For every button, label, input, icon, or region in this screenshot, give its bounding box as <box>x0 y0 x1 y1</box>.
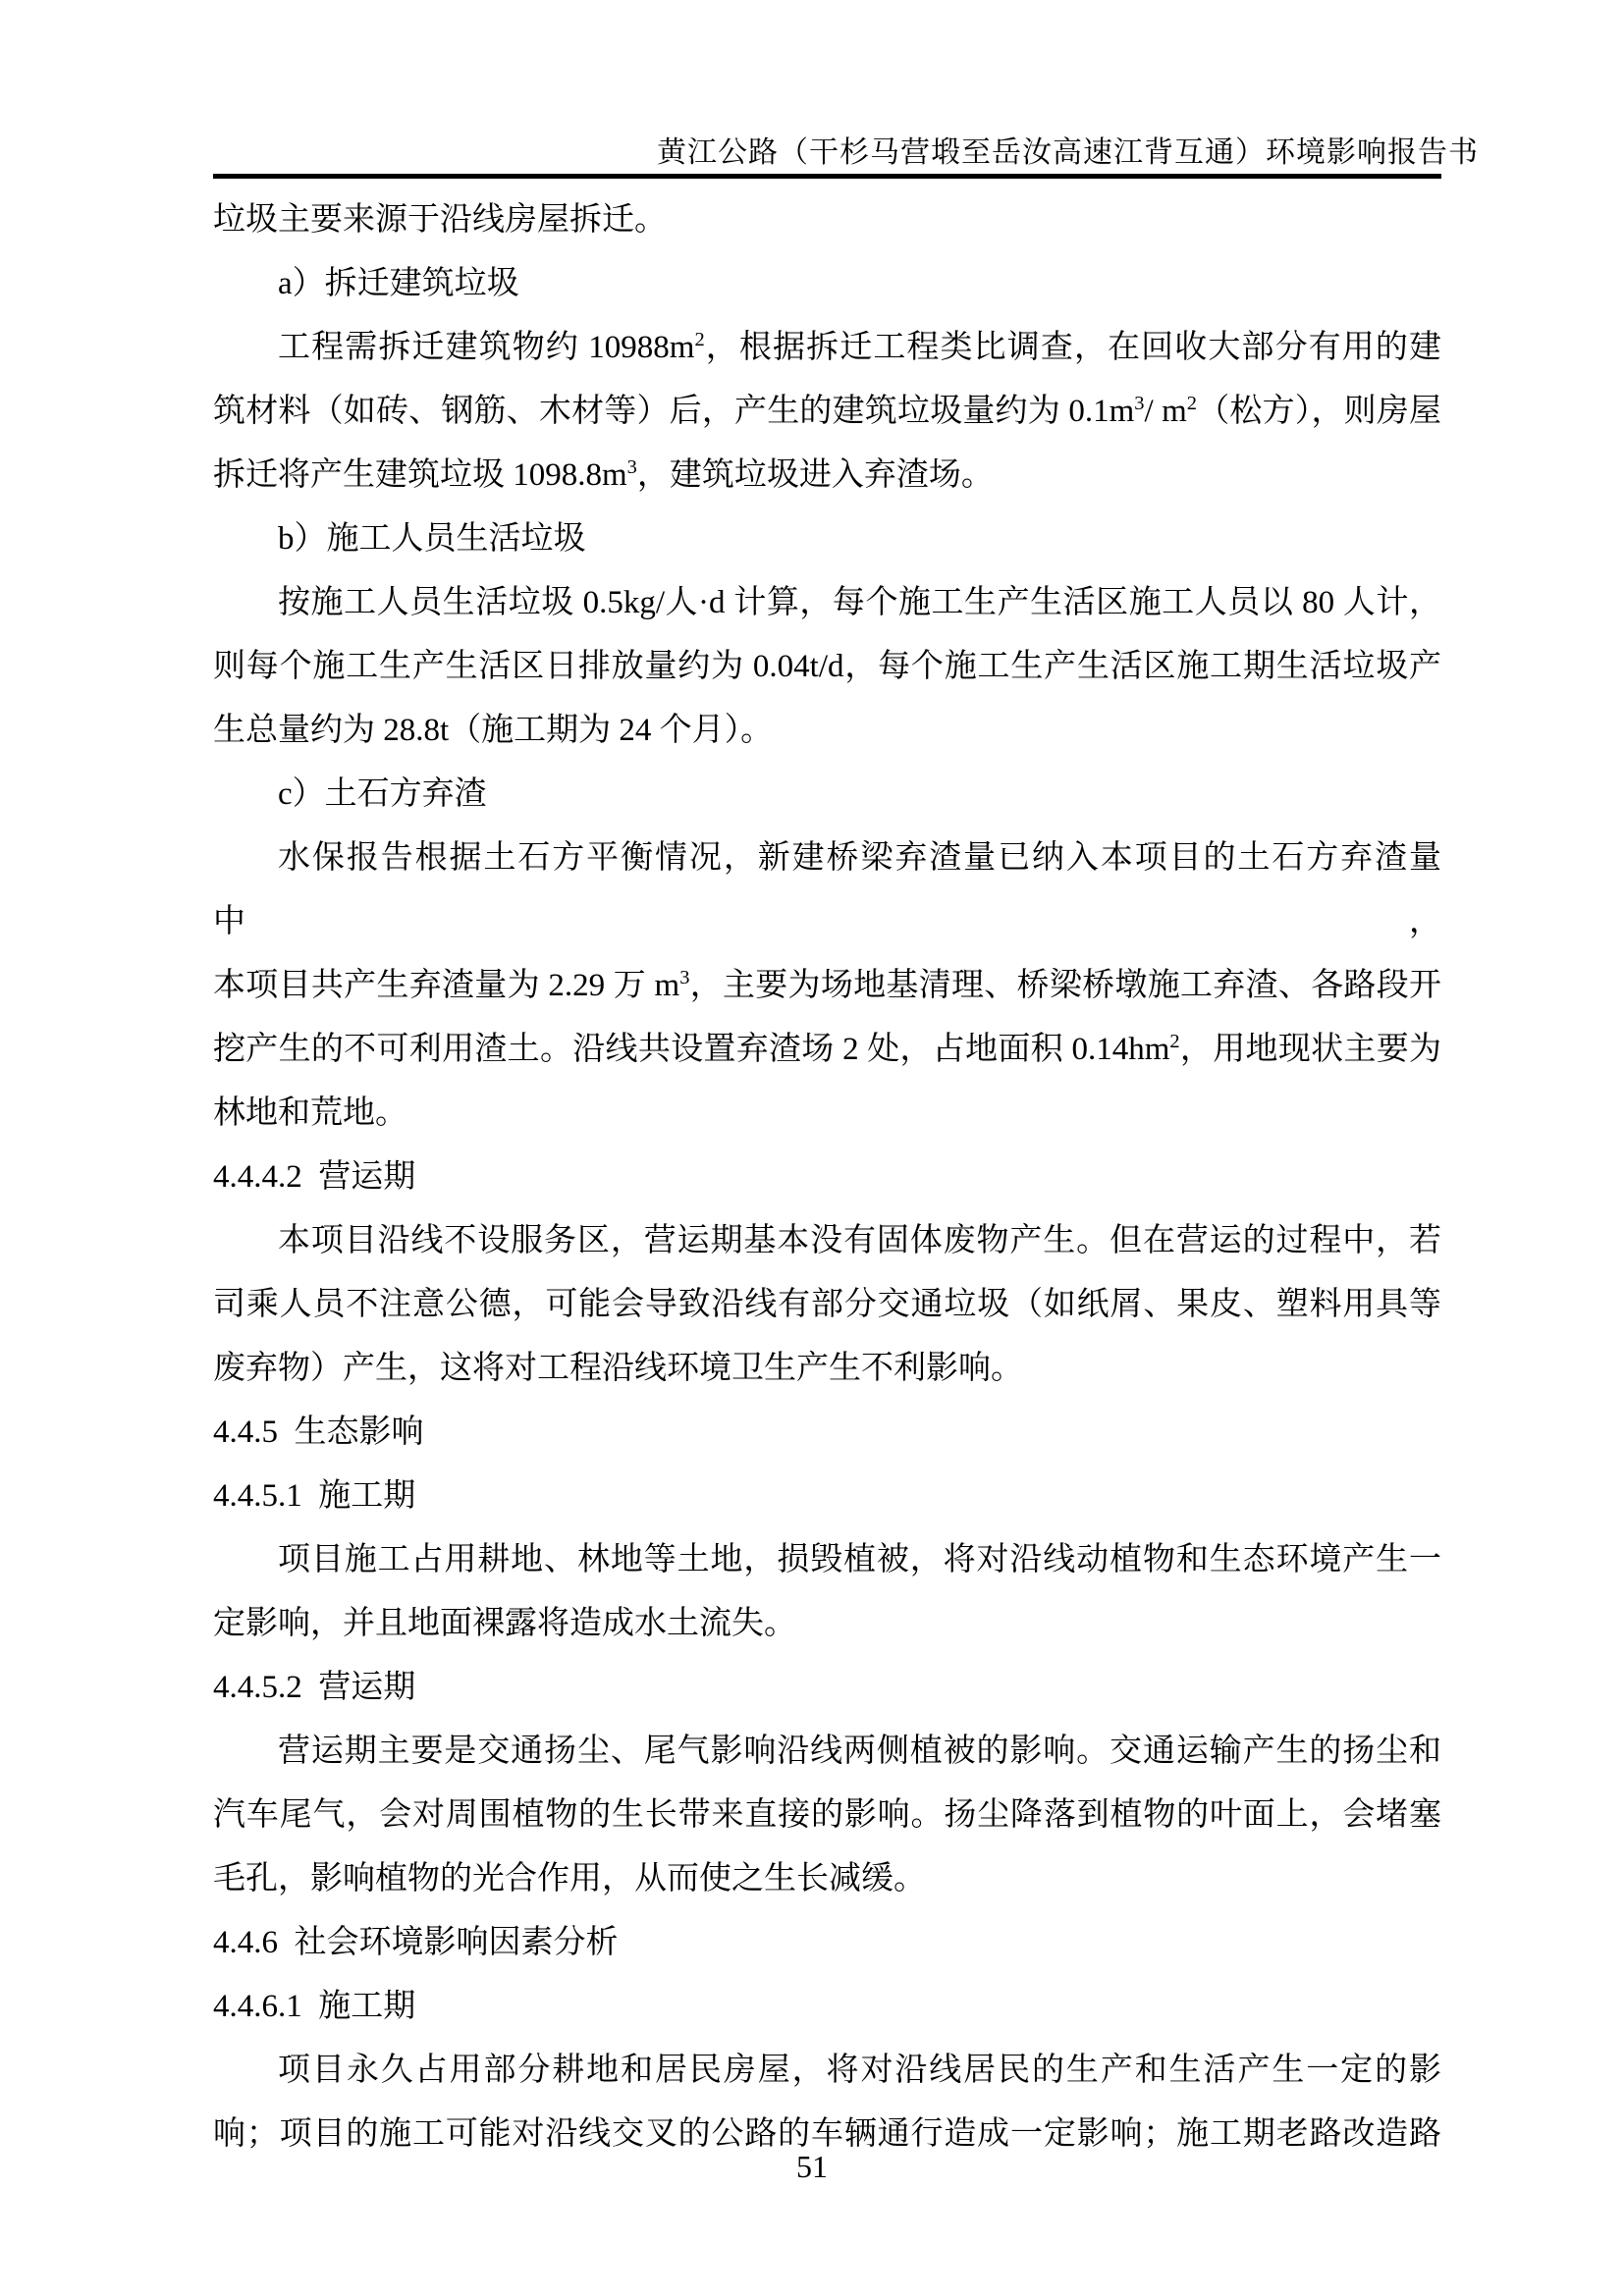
text-line: 4.4.4.2 营运期 <box>213 1159 416 1195</box>
list-item <box>213 763 1441 827</box>
paragraph <box>213 1720 1441 1911</box>
text-line: 项目施工占用耕地、林地等土地，损毁植被，将对沿线动植物和生态环境产生一 <box>278 1542 1441 1577</box>
section-heading <box>213 1146 1441 1209</box>
text-line: 废弃物）产生，这将对工程沿线环境卫生产生不利影响。 <box>213 1351 1023 1386</box>
text-line: 4.4.6 社会环境影响因素分析 <box>213 1925 619 1960</box>
list-item <box>213 507 1441 571</box>
text-line: 营运期主要是交通扬尘、尾气影响沿线两侧植被的影响。交通运输产生的扬尘和 <box>278 1734 1441 1769</box>
section-heading <box>213 1656 1441 1720</box>
text-line: b）施工人员生活垃圾 <box>278 521 586 557</box>
text-line: 本项目沿线不设服务区，营运期基本没有固体废物产生。但在营运的过程中，若 <box>278 1223 1441 1258</box>
text-line: 4.4.5.2 营运期 <box>213 1670 416 1705</box>
text-line: 4.4.5.1 施工期 <box>213 1478 416 1514</box>
header-title: 黄江公路（干杉马营塅至岳汝高速江背互通）环境影响报告书 <box>657 136 1479 169</box>
text-line: 汽车尾气，会对周围植物的生长带来直接的影响。扬尘降落到植物的叶面上，会堵塞 <box>213 1797 1441 1833</box>
section-heading <box>213 1465 1441 1528</box>
paragraph <box>213 571 1441 763</box>
text-line: 挖产生的不可利用渣土。沿线共设置弃渣场 2 处，占地面积 $0.14hm^2$，用地现状主要为 <box>213 1031 1441 1067</box>
page-number: 51 <box>796 2149 828 2184</box>
text-line: 林地和荒地。 <box>213 1095 407 1131</box>
paragraph <box>213 1528 1441 1656</box>
header-rule <box>213 174 1441 179</box>
text-line: 4.4.6.1 施工期 <box>213 1989 416 2024</box>
text-line: 毛孔，影响植物的光合作用，从而使之生长减缓。 <box>213 1861 926 1896</box>
text-line: 定影响，并且地面裸露将造成水土流失。 <box>213 1606 796 1641</box>
document-body <box>213 188 1441 2166</box>
text-line: 工程需拆迁建筑物约 $10988m^2$，根据拆迁工程类比调查，在回收大部分有用的建 <box>278 329 1441 365</box>
text-line: 项目永久占用部分耕地和居民房屋，将对沿线居民的生产和生活产生一定的影 <box>278 2053 1441 2088</box>
text-line: a）拆迁建筑垃圾 <box>278 266 519 301</box>
text-line: 垃圾主要来源于沿线房屋拆迁。 <box>213 202 667 238</box>
paragraph <box>213 1209 1441 1401</box>
text-line: 响；项目的施工可能对沿线交叉的公路的车辆通行造成一定影响；施工期老路改造路 <box>213 2116 1441 2152</box>
paragraph <box>213 827 1441 1146</box>
text-line: 本项目共产生弃渣量为 2.29 万 $m^3$，主要为场地基清理、桥梁桥墩施工弃渣、各路段开 <box>213 967 1442 1003</box>
text-line: 司乘人员不注意公德，可能会导致沿线有部分交通垃圾（如纸屑、果皮、塑料用具等 <box>213 1287 1441 1322</box>
text-line: 水保报告根据土石方平衡情况，新建桥梁弃渣量已纳入本项目的土石方弃渣量中， <box>213 840 1441 939</box>
text-line: 则每个施工生产生活区日排放量约为 0.04t/d，每个施工生产生活区施工期生活垃圾产 <box>213 649 1441 684</box>
text-line: 按施工人员生活垃圾 0.5kg/人·d 计算，每个施工生产生活区施工人员以 80 人计， <box>278 585 1441 620</box>
text-line: c）土石方弃渣 <box>278 776 487 812</box>
paragraph <box>213 316 1441 507</box>
text-line: 拆迁将产生建筑垃圾 $1098.8m^3$，建筑垃圾进入弃渣场。 <box>213 456 994 493</box>
paragraph-continuation <box>213 188 1441 252</box>
text-line: 筑材料（如砖、钢筋、木材等）后，产生的建筑垃圾量约为 $0.1m^3/$ $m^2$（松方），则房屋 <box>213 393 1442 429</box>
section-heading <box>213 1975 1441 2039</box>
section-heading <box>213 1401 1441 1465</box>
section-heading <box>213 1911 1441 1975</box>
text-line: 4.4.5 生态影响 <box>213 1415 424 1450</box>
text-line: 生总量约为 28.8t（施工期为 24 个月）。 <box>213 713 774 748</box>
list-item <box>213 252 1441 316</box>
